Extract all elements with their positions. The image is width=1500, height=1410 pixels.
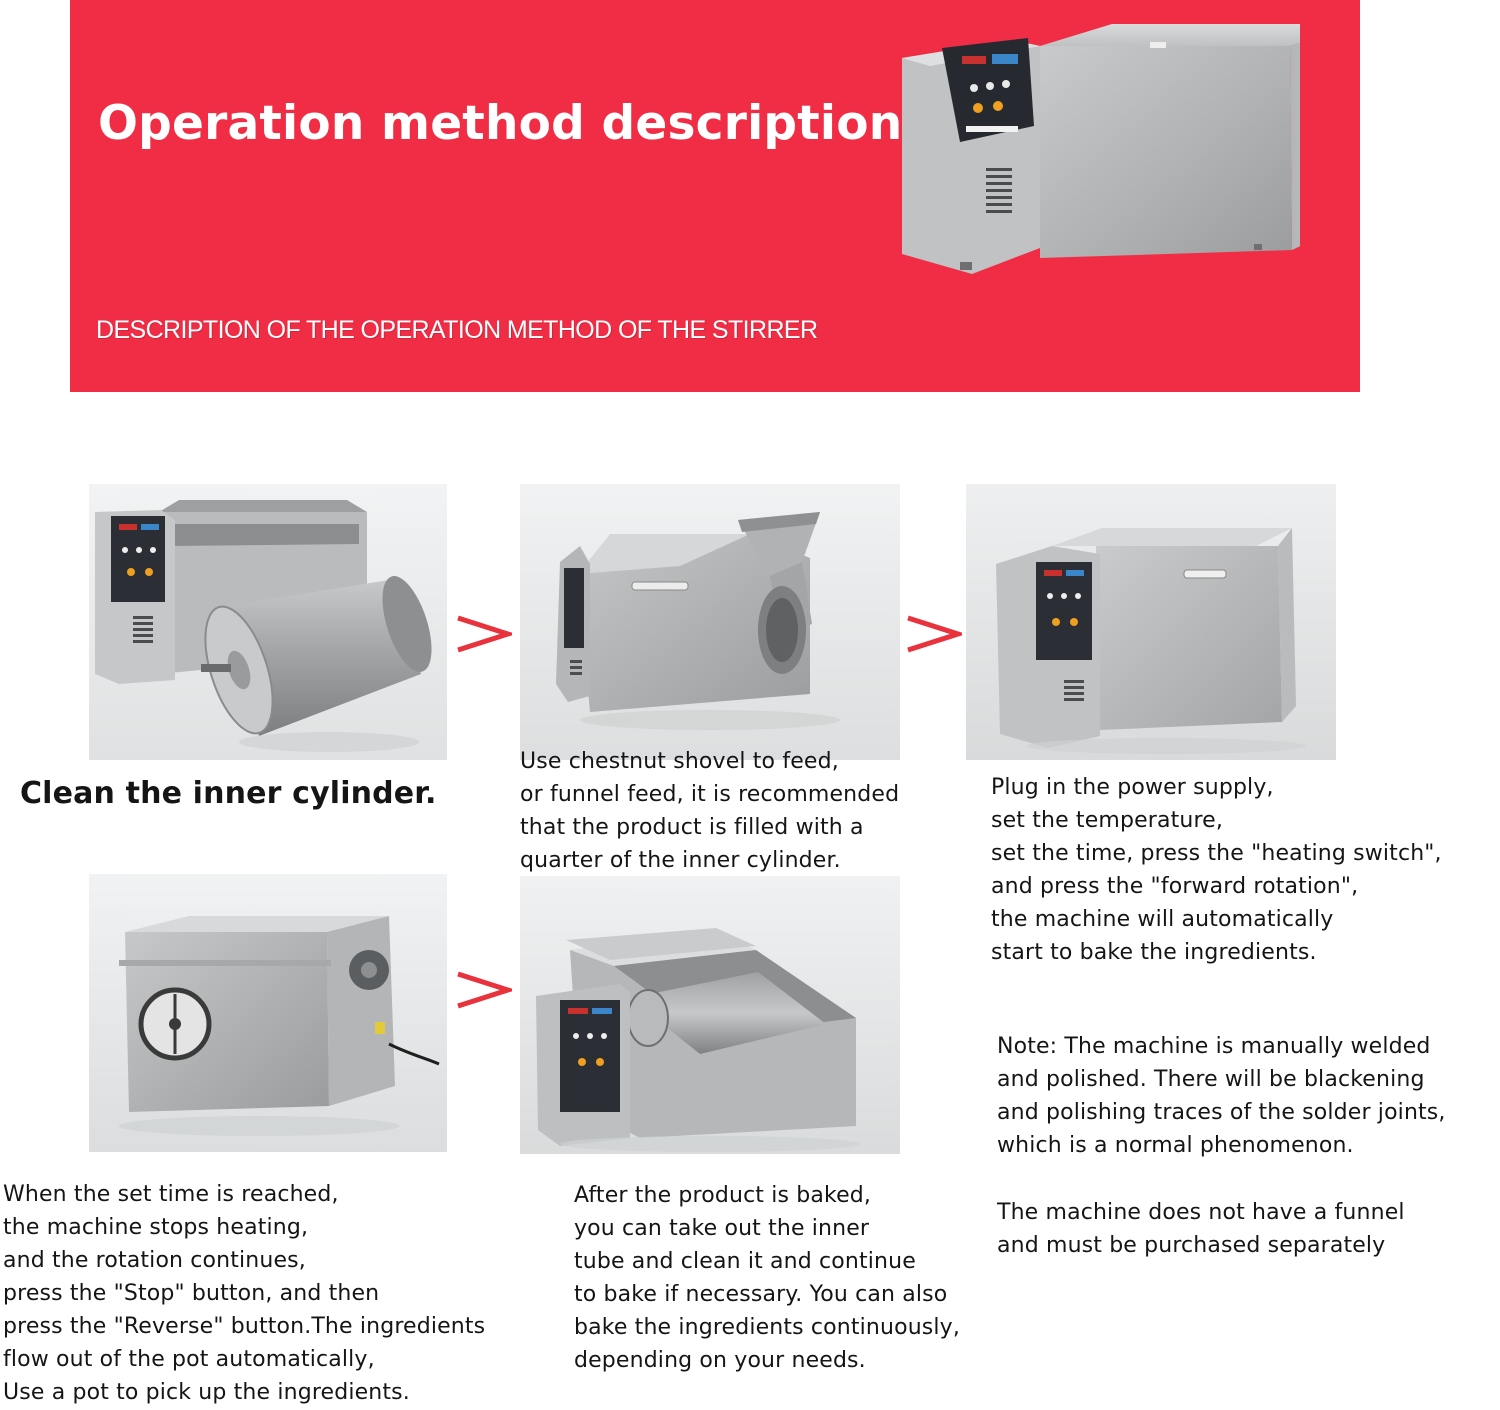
next-step-arrow-icon — [906, 612, 962, 656]
photo-power-and-bake — [966, 484, 1336, 760]
roaster-machine-image — [900, 18, 1300, 274]
photo-stop-and-reverse — [89, 874, 447, 1152]
step-2-caption: Use chestnut shovel to feed, or funnel feed, it is recommended that the product is filled with a quarter of the inner cylinder. — [520, 749, 900, 873]
photo-take-out-tube — [520, 876, 900, 1154]
banner-title: Operation method description — [98, 96, 903, 151]
next-step-arrow-icon — [456, 612, 512, 656]
photo-clean-cylinder — [89, 484, 447, 760]
step-1-caption: Clean the inner cylinder. — [20, 776, 437, 811]
photo-funnel-feed — [520, 484, 900, 760]
funnel-notice-text: The machine does not have a funnel and must be purchased separately — [997, 1200, 1405, 1258]
banner-subtitle: DESCRIPTION OF THE OPERATION METHOD OF THE STIRRER — [96, 316, 818, 344]
header-banner — [70, 0, 1360, 392]
step-5-caption: After the product is baked, you can take out the inner tube and clean it and continue to bake if necessary. You can also bake the ingredients continuously, depending on your needs. — [574, 1183, 960, 1373]
step-4-caption: When the set time is reached, the machine stops heating, and the rotation continues, press the "Stop" button, and then press the "Reverse" button.The ingredients flow out of the pot automatically, Use a pot to pick up the ingredients. — [3, 1182, 486, 1405]
note-text: Note: The machine is manually welded and polished. There will be blackening and polishing traces of the solder joints, which is a normal phenomenon. — [997, 1034, 1446, 1158]
next-step-arrow-icon — [456, 968, 512, 1012]
step-3-caption: Plug in the power supply, set the temperature, set the time, press the "heating switch", and press the "forward rotation", the machine will automatically start to bake the ingredients. — [991, 775, 1442, 965]
